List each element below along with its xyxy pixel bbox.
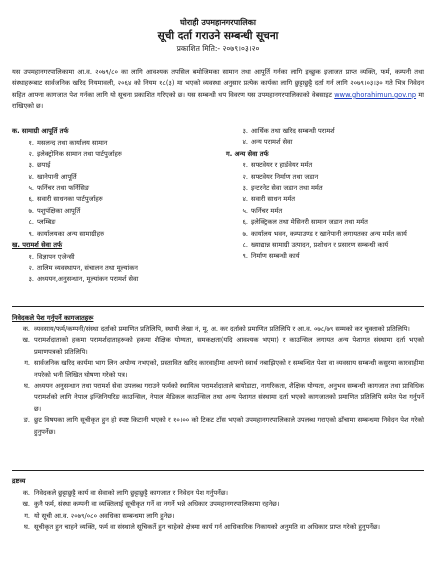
item-text: सफ्टवेयर निर्माण तथा जडान xyxy=(251,172,319,181)
item-number: ४. xyxy=(242,138,248,147)
documents-section xyxy=(12,312,424,438)
intro-paragraph xyxy=(12,67,424,113)
divider xyxy=(12,470,424,471)
section-heading-consulting: ख. परामर्श सेवा तर्फ xyxy=(12,241,63,250)
item-text: सवारी साधन मर्मत xyxy=(251,195,295,204)
list-item xyxy=(226,206,424,217)
item-number: ५. xyxy=(28,184,34,193)
item-number: क. xyxy=(22,325,30,333)
item-text: इलेक्ट्रोनिक सामान तथा पार्टपुर्जाहरु xyxy=(37,149,122,158)
list-item xyxy=(12,206,217,217)
item-text: सूचीकृत हुन चाहने व्यक्ति, फर्म वा संस्थाले सूचिकर्ते हुन चाहेको क्षेत्रमा कार्य गर्न आधिकारिक निकायको अनुमति वा अधिकार प्राप्त गरेको हुनुपर्नेछ। xyxy=(34,523,380,532)
list-item xyxy=(226,229,424,240)
divider xyxy=(12,306,424,307)
item-number: १. xyxy=(28,252,34,261)
list-item xyxy=(12,183,217,194)
item-text: निर्माण सम्बन्धी कार्य xyxy=(251,252,300,261)
item-text: परामर्शदाताको हकमा परामर्शदाताहरूको हकमा शैक्षिक योग्यता, समकक्षता(यदि आवश्यक भएमा) र काउन्सिल लगायत अन्य पेशागत संस्थामा दर्ता भएको प्रमाणपत्रको प्रतिलिपि। xyxy=(34,336,424,356)
item-text: अध्ययन,अनुसन्धान, मूल्यांकन परामर्श सेवा xyxy=(37,275,139,284)
list-item xyxy=(226,183,424,194)
list-item xyxy=(226,240,424,251)
item-text: अन्य परामर्श सेवा xyxy=(251,138,293,147)
item-number: ङ. xyxy=(23,416,30,425)
list-item xyxy=(12,149,217,160)
list-item xyxy=(226,126,424,137)
item-text: यो सूची आ.व. २०७९/०८० अवधिका सम्बन्धमा लागि हुनेछ। xyxy=(34,511,175,520)
list-item xyxy=(226,160,424,171)
item-text: सार्वजनिक खरिद कार्यमा भाग लिन अयोग्य नभएको, प्रस्तावित खरिद कारवाहीमा आफ्नो स्वार्थ नबाझिएको र सम्बन्धित पेशा वा व्यवसाय सम्बन्धी कसुरमा कारवाहीमा नपरेको भनी लिखित घोषणा गरेको पत्र। xyxy=(34,359,424,379)
item-text: विज्ञापन एजेन्सी xyxy=(37,252,75,261)
item-number: ४. xyxy=(28,172,34,181)
item-text: खानेपानी आपूर्ति xyxy=(37,172,77,181)
left-column xyxy=(12,126,217,286)
item-text: व्यवसाय/फर्म/कम्पनी/संस्था दर्ताको प्रमाणित प्रतिलिपि, स्थायी लेखा नं, मू. अ. कर दर्ताको प्रमाणित प्रतिलिपि र आ.व. ०७८/७९ सम्मको कर चुक्ताको प्रतिलिपि। xyxy=(34,325,410,333)
list-item xyxy=(226,251,424,262)
item-text: कार्यालय भवन, कम्पाउण्ड र खानेपानी लगायतका अन्य मर्मत कार्य xyxy=(251,229,407,238)
item-text: मसलन्द तथा कार्यालय सामान xyxy=(37,138,108,147)
item-number: ३. xyxy=(28,161,34,170)
list-item xyxy=(12,511,424,522)
item-number: ५. xyxy=(242,206,248,215)
municipality-name: घोराही उपमहानगरपालिका xyxy=(180,18,256,27)
list-item xyxy=(226,217,424,228)
list-item xyxy=(12,381,424,415)
item-number: ८. xyxy=(28,218,34,227)
list-item xyxy=(12,160,217,171)
item-number: ग. xyxy=(24,359,30,368)
item-number: ख. xyxy=(22,336,30,345)
item-text: प्लम्बिङ xyxy=(37,218,56,227)
list-item xyxy=(12,488,424,499)
item-text: इलेक्ट्रिकल तथा मेसिनरी सामान जडान तथा मर्मत xyxy=(251,218,368,227)
item-number: ९. xyxy=(242,252,248,261)
item-text: फर्निचर तथा फर्निसिङ xyxy=(37,184,90,193)
list-item xyxy=(12,335,424,358)
item-number: ३. xyxy=(242,184,248,193)
notes-section xyxy=(12,474,424,534)
intro-suffix: मा राखिएको छ। xyxy=(12,90,425,111)
item-number: २. xyxy=(242,172,248,181)
item-number: ग. xyxy=(24,511,30,520)
item-number: ३. xyxy=(28,275,34,284)
item-text: छुट विषयका लागि सूचीकृत हुन हो स्पष्ट किटानी भएको र १०।०० को टिकट टाँस भएको उपमहानगरपालिकाले उपलब्ध गराएको ढाँचामा सम्बन्धमा निवेदन पेश गरेको हुनुपर्नेछ। xyxy=(34,416,424,436)
item-number: १. xyxy=(28,138,34,147)
list-item xyxy=(12,217,217,228)
item-text: सफ्टवेयर र हार्डवेयर मर्मत xyxy=(251,161,313,170)
website-link[interactable]: www.ghorahimun.gov.np xyxy=(334,90,417,99)
section-heading-supply: क. सामाग्री आपूर्ति तर्फ xyxy=(12,127,69,135)
list-item xyxy=(12,415,424,438)
item-number: २. xyxy=(28,149,34,158)
other-services-list xyxy=(226,160,424,263)
item-text: पशुपंक्षिका आपूर्ति xyxy=(37,206,81,215)
list-item xyxy=(226,137,424,148)
item-text: निवेदकले छुट्टाछुट्टै कार्य वा सेवाको लागि छुट्टाछुट्टै कागजात र निवेदन पेश गर्नुपर्नेछ। xyxy=(34,489,228,497)
item-number: ३. xyxy=(242,127,248,135)
item-number: ६. xyxy=(28,195,34,204)
consulting-list xyxy=(12,252,217,286)
item-number: क. xyxy=(22,489,30,497)
item-number: ख. xyxy=(22,500,30,509)
list-item xyxy=(12,138,217,149)
documents-list xyxy=(12,324,424,438)
item-number: १. xyxy=(242,161,248,170)
item-number: ७. xyxy=(242,229,248,238)
item-text: ख्याद्यान्न सामाग्री उत्पादन, प्रशोधन र प्रसारण सम्बन्धी कार्य xyxy=(251,241,389,250)
item-number: ८. xyxy=(242,241,248,250)
list-item xyxy=(12,274,217,285)
item-text: आर्थिक तथा खरिद सम्बन्धी परामर्श xyxy=(251,127,335,135)
documents-heading: निवेदकले पेश गर्नुपर्ने कागजातहरू xyxy=(12,314,94,322)
list-item xyxy=(12,172,217,183)
item-number: घ. xyxy=(24,523,30,532)
item-text: फर्निचर मर्मत xyxy=(251,206,283,215)
list-item xyxy=(12,324,424,335)
item-text: कुनै फर्म, संस्था कम्पनी वा व्यक्तिलाई सूचीकृत गर्ने वा नगर्ने भन्ने अधिकार उपमहानगरपालिकामा रहनेछ। xyxy=(34,500,280,509)
right-column xyxy=(226,126,424,263)
consulting-list-continued xyxy=(226,126,424,149)
list-item xyxy=(12,229,217,240)
published-date: प्रकाशित मिति:- २०७९।०३।२० xyxy=(176,44,260,53)
item-number: ७. xyxy=(28,206,34,215)
list-item xyxy=(12,263,217,274)
supply-list xyxy=(12,138,217,241)
item-text: कार्यालयका अन्य सामाग्रीहरु xyxy=(37,229,105,238)
list-item xyxy=(12,252,217,263)
item-number: ६. xyxy=(242,218,248,227)
item-number: ४. xyxy=(242,195,248,204)
item-text: सवारी साधनका पार्टपुर्जाहरु xyxy=(37,195,103,204)
item-text: अध्ययन अनुसन्धान तथा परामर्श सेवा उपलब्ध गराउने फर्मको स्थायित्व परामर्शदाताले बायोडाटा, नागरिकता, शैक्षिक योग्यता, अनुभव सम्बन्धी कागजात तथा प्राविधिक परामर्शको लागि नेपाल इन्जिनियरिङ काउन्सिल, नेपाल मेडिकल काउन्सिल तथा अन्य पेशागत संस्थामा दर्ता भएको कागजातको प्रमाणित प्रतिलिपि समेत पेश गर्नुपर्ने छ। xyxy=(34,382,424,413)
notice-title: सूची दर्ता गराउने सम्बन्धी सूचना xyxy=(157,30,279,42)
item-number: ९. xyxy=(28,229,34,238)
list-item xyxy=(12,358,424,381)
list-item xyxy=(226,172,424,183)
notes-heading: द्रष्टव्य xyxy=(12,477,26,485)
list-item xyxy=(12,499,424,510)
item-number: २. xyxy=(28,263,34,272)
item-number: घ. xyxy=(24,382,30,391)
item-text: छपाई xyxy=(37,161,51,170)
item-text: तालिम व्यवस्थापन, संचालन तथा मूल्यांकन xyxy=(37,263,138,272)
list-item xyxy=(12,194,217,205)
list-item xyxy=(226,194,424,205)
intro-text: यस उपमहानगरपालिकामा आ.व. २०७९/८० का लागि आवश्यक तपसिल बमोजिमका सामान तथा आपूर्ति गर्नका लागि इच्छुक इजाजत प्राप्त व्यक्ति, फर्म, कम्पनी तथा संस्थाहरूबाट सार्वजनिक खरिद नियमावली, २०६४ को नियम १८(३) मा भएको व्यवस्था अनुसार प्रत्येक कार्यका लागि छुट्टाछुट्टै दर्ता गर्न लागि २०७९।०३।३० गते भित्र निवेदन सहित आफ्ना कागजात पेश गर्नका लागि यो सूचना प्रकाशित गरिएको छ। यस सम्बन्धी थप विवरण यस उपमहानगरपालिकाको वेबसाइट xyxy=(12,68,424,99)
list-item xyxy=(12,522,424,533)
notes-list xyxy=(12,488,424,534)
item-text: इन्टरनेट सेवा जडान तथा मर्मत xyxy=(251,184,323,193)
section-heading-other-services: ग. अन्य सेवा तर्फ xyxy=(226,149,269,158)
